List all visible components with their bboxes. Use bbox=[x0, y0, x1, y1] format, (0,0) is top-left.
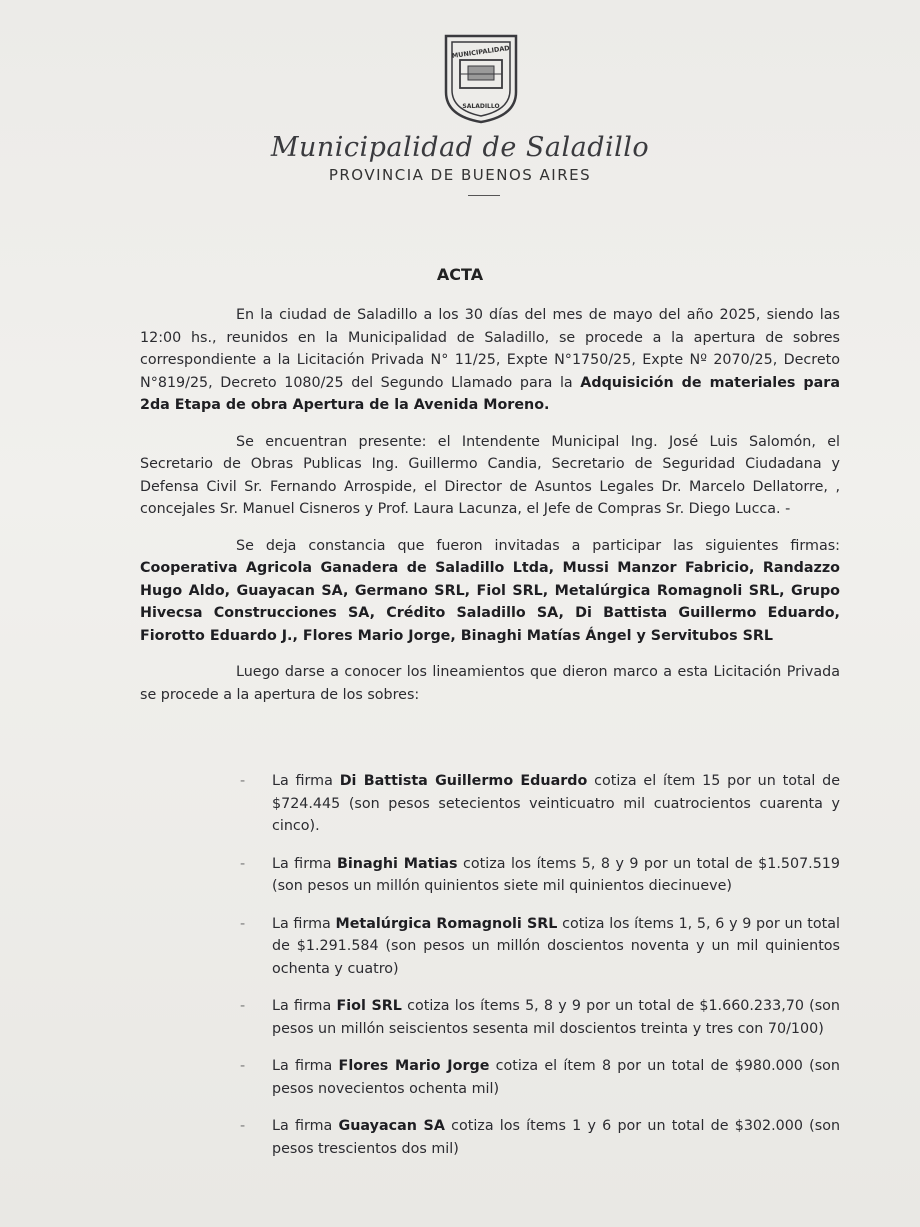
list-bullet: - bbox=[240, 915, 246, 932]
list-bullet: - bbox=[240, 998, 246, 1014]
province-name: PROVINCIA DE BUENOS AIRES bbox=[328, 166, 592, 184]
list-bullet: - bbox=[240, 773, 246, 789]
header-divider bbox=[468, 195, 500, 196]
item-text: cotiza los ítems 5, 8 y 9 por un total de $1.507.519 (son pesos un millón quinientos siete mil quinientos diecinueve) bbox=[272, 855, 840, 894]
item-text: cotiza los ítems 1, 5, 6 y 9 por un total de $1.291.584 (son pesos un millón doscientos noventa y un mil quinientos ochenta y cuatro) bbox=[272, 915, 840, 977]
item-text: cotiza los ítems 1 y 6 por un total de $302.000 (son pesos trescientos dos mil) bbox=[272, 1118, 840, 1157]
item-text: La firma bbox=[272, 915, 336, 932]
firm-name: Fiol SRL bbox=[336, 998, 402, 1014]
item-text: La firma bbox=[272, 998, 337, 1014]
firm-name: Di Battista Guillermo Eduardo bbox=[339, 773, 588, 789]
svg-text:MUNICIPALIDAD: MUNICIPALIDAD bbox=[451, 43, 511, 61]
item-text: cotiza los ítems 5, 8 y 9 por un total de $1.660.233,70 (son pesos un millón seiscientos sesenta mil doscientos treinta y tres con 70/100) bbox=[272, 998, 840, 1037]
list-item bbox=[240, 913, 840, 981]
paragraph-procedure: Luego darse a conocer los lineamientos que dieron marco a esta Licitación Privada se procede a la apertura de los sobres: bbox=[140, 664, 840, 703]
firm-name: Metalúrgica Romagnoli SRL bbox=[335, 915, 558, 932]
municipal-seal bbox=[440, 30, 522, 125]
firm-name: Guayacan SA bbox=[338, 1118, 445, 1134]
list-bullet: - bbox=[240, 1118, 246, 1134]
paragraph-invited-firms bbox=[140, 535, 840, 648]
paragraph-opening-subject: Adquisición de materiales para 2da Etapa de obra Apertura de la Avenida Moreno. bbox=[140, 374, 840, 413]
paragraph-opening bbox=[140, 304, 840, 417]
document-body bbox=[140, 304, 840, 720]
item-text: La firma bbox=[272, 1058, 339, 1074]
list-bullet: - bbox=[240, 855, 246, 872]
item-text: cotiza el ítem 15 por un total de $724.445 (son pesos setecientos veinticuatro mil cuatrocientos cuarenta y cinco). bbox=[272, 773, 840, 834]
invited-firms-list: Cooperativa Agricola Ganadera de Saladillo Ltda, Mussi Manzor Fabricio, Randazzo Hugo Aldo, Guayacan SA, Germano SRL, Fiol SRL, Metalúrgica Romagnoli SRL, Grupo Hivecsa Construcciones SA, Crédito Saladillo SA, Di Battista Guillermo Eduardo, Fiorotto Eduardo J., Flores Mario Jorge, Binaghi Matías Ángel y Servitubos SRL bbox=[140, 560, 840, 644]
item-text: La firma bbox=[272, 855, 337, 872]
municipality-name: Municipalidad de Saladillo bbox=[270, 132, 650, 163]
list-item bbox=[240, 770, 840, 838]
svg-text:SALADILLO: SALADILLO bbox=[462, 103, 500, 110]
list-item bbox=[240, 853, 840, 898]
bid-list bbox=[240, 770, 840, 1175]
paragraph-opening-text: En la ciudad de Saladillo a los 30 días del mes de mayo del año 2025, siendo las 12:00 hs., reunidos en la Municipalidad de Saladillo, se procede a la apertura de sobres correspondiente a la Licitación Privada N° 11/25, Expte N°1750/25, Expte Nº 2070/25, Decreto N°819/25, Decreto 1080/25 del Segundo Llamado para la bbox=[140, 307, 840, 391]
firm-name: Flores Mario Jorge bbox=[338, 1058, 490, 1074]
list-item bbox=[240, 995, 840, 1040]
document-title: ACTA bbox=[436, 265, 484, 284]
paragraph-invited-intro: Se deja constancia que fueron invitadas a participar las siguientes firmas: bbox=[236, 537, 840, 554]
item-text: La firma bbox=[272, 773, 340, 789]
list-item bbox=[240, 1115, 840, 1160]
item-text: La firma bbox=[272, 1118, 339, 1134]
list-item bbox=[240, 1055, 840, 1100]
list-bullet: - bbox=[240, 1058, 246, 1074]
item-text: cotiza el ítem 8 por un total de $980.000 (son pesos novecientos ochenta mil) bbox=[272, 1058, 840, 1097]
paragraph-attendees: Se encuentran presente: el Intendente Municipal Ing. José Luis Salomón, el Secretario de Obras Publicas Ing. Guillermo Candia, Secretario de Seguridad Ciudadana y Defensa Civil Sr. Fernando Arrospide, el Director de Asuntos Legales Dr. Marcelo Dellatorre, , concejales Sr. Manuel Cisneros y Prof. Laura Lacunza, el Jefe de Compras Sr. Diego Lucca. - bbox=[140, 433, 840, 517]
firm-name: Binaghi Matias bbox=[336, 855, 458, 872]
